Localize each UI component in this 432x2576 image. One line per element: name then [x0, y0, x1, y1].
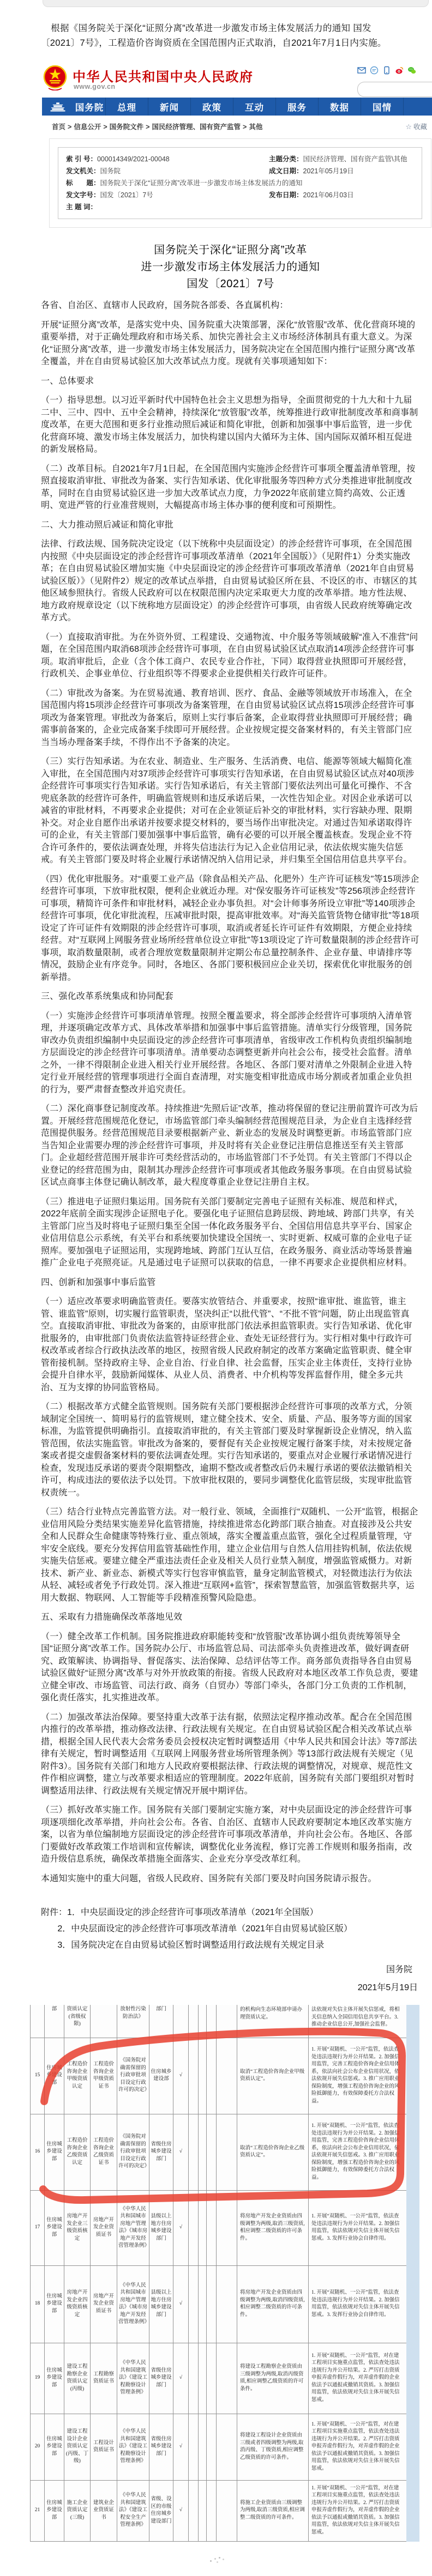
table-cell: 《中华人民共和国城市房地产管理法》《城市房地产开发经营管理条例》 — [117, 2265, 149, 2343]
table-row — [31, 2343, 407, 2414]
table-cell: 住房城乡建设部 — [45, 2038, 64, 2114]
signature-issuer: 国务院 — [386, 1965, 412, 1974]
meta-label: 发布日期： — [269, 191, 303, 199]
table-cell — [199, 2038, 207, 2114]
meta-row — [66, 189, 414, 201]
table-cell: 住房城乡建设部 — [45, 2414, 64, 2480]
site-header — [42, 65, 432, 98]
paragraph: （二）加强改革法治保障。要坚持重大改革于法有据，依照法定程序推动改革。配合在全国范围内推行的改革举措，推动修改法律、行政法规有关规定。在自由贸易试验区配合相关改革试点举措，根据全国人民代表大会常务委员会授权决定暂时调整适用《中华人民共和国会计法》等7部法律有关规定，暂时调整适用《互联网上网服务营业场所管理条例》等13部行政法规有关规定（见附件3）。国务院有关部门和地方人民政府要根据法律、行政法规的调整情况，对规章、规范性文件作相应调整，建立与改革要求相适应的管理制度。2022年底前，国务院有关部门要组织对暂时调整适用法律、行政法规有关规定情况开展中期评估。 — [41, 1712, 417, 1796]
table-row — [31, 2265, 407, 2343]
nav-item[interactable]: 国务院 — [75, 102, 104, 113]
signature-date: 2021年5月19日 — [357, 1983, 418, 1992]
table-cell — [207, 2114, 217, 2190]
attachment-scan-image — [30, 2005, 419, 2542]
meta-value: 国发〔2021〕7号 — [100, 191, 153, 199]
breadcrumb-item[interactable]: 其他 — [249, 123, 263, 131]
table-cell — [217, 2343, 237, 2414]
table-cell: 21 — [31, 2480, 45, 2541]
table-cell: 工程造价咨询企业乙级资质认定 — [64, 2114, 91, 2190]
table-cell: 1. 开展“双随机、一公开”监管，依法查处违法违规行为并公开结果。2. 加强信用监管，完善工程造价咨询企业信用体系，依法向社会公布企业信用状况，依法依规开展失信惩戒。3. 推广应用职业保险制度，增强工程造价咨询企业的风险抵御能力，有效保障委托方合法权益。 — [309, 2114, 407, 2190]
table-cell: 住房城乡建设部 — [45, 2480, 64, 2541]
table-cell: 建筑业企业资质证书 — [91, 2480, 117, 2541]
table-cell — [189, 2114, 199, 2190]
national-emblem-logo[interactable] — [43, 65, 67, 90]
table-cell: 16 — [31, 2114, 45, 2190]
paragraph: （一）健全改革工作机制。国务院推进政府职能转变和“放管服”改革协调小组负责统筹领导全国“证照分离”改革工作。国务院办公厅、市场监管总局、司法部牵头负责推进改革，做好调查研究、政策解读、协调指导、督促落实、法治保障、总结评估等工作。商务部负责指导各自由贸易试验区做好“证照分离”改革与对外开放政策的衔接。省级人民政府对本地区改革工作负总责，要建立健全审改、市场监管、司法行政、商务（自贸办）等部门牵头，各部门分工负责的工作机制，强化责任落实，扎实推进改革。 — [41, 1632, 418, 1702]
table-cell: 《国务院对确需保留的行政审批项目设定行政许可的决定》 — [117, 2038, 149, 2114]
table-cell: 房地产开发企业资质证书 — [91, 2265, 117, 2343]
meta-label: 主 题 词： — [66, 203, 97, 211]
table-cell — [217, 2265, 237, 2343]
table-cell — [199, 2480, 207, 2541]
meta-row — [66, 153, 414, 165]
table-cell — [217, 2114, 237, 2190]
table-cell: 将房地产开发企业资质由四级调整为两级,取消三级资质,相应调整二级资质的许可条件。 — [237, 2190, 309, 2265]
table-cell: 建设工程勘察企业资质认定(丙级) — [64, 2343, 91, 2414]
paragraph: （二）审批改为备案。为在贸易流通、教育培训、医疗、食品、金融等领域放开市场准入，在全国范围内将15项涉企经营许可事项改为备案管理，在自由贸易试验区试点将15项涉企经营许可事项改为备案管理。审批改为备案后，原则上实行事后备案，企业取得营业执照即可开展经营；确需事前备案的，企业完成备案手续即可开展经营。企业按规定提交备案材料的，有关主管部门应当当场办理备案手续，不得作出不予备案的决定。 — [41, 688, 415, 747]
paragraph: （二）深化商事登记制度改革。持续推进“先照后证”改革，推动将保留的登记注册前置许可改为后置。开展经营范围规范化登记，市场监管部门牵头编制经营范围规范目录，为企业自主选择经营范围提供服务。经营范围规范目录要根据新产业、新业态的发展及时调整更新。市场监管部门应当告知企业需要办理的涉企经营许可事项，并及时将有关企业登记注册信息推送至有关主管部门。企业超经营范围开展非许可类经营活动的，市场监管部门不予处罚。有关主管部门不得以企业登记的经营范围为由，限制其办理涉企经营许可事项或者其他政务服务事项。在自由贸易试验区试点商事主体登记确认制改革，最大程度尊重企业登记注册自主权。 — [41, 1104, 418, 1187]
table-cell: 放射性污染防治法》 — [117, 2005, 149, 2038]
table-cell — [91, 2005, 117, 2038]
meta-pair — [269, 153, 407, 165]
table-cell: 部门 — [149, 2005, 173, 2038]
document-meta-box — [58, 147, 422, 219]
table-cell — [199, 2343, 207, 2414]
meta-label: 发文机关： — [66, 167, 100, 175]
meta-label: 索 引 号： — [66, 155, 97, 163]
table-cell — [207, 2343, 217, 2414]
meta-pair — [66, 153, 269, 165]
meta-value: 000014349/2021-00048 — [97, 155, 170, 163]
paragraph: 法律、行政法规、国务院决定设定（以下统称中央层面设定）的涉企经营许可事项，在全国范围内按照《中央层面设定的涉企经营许可事项改革清单（2021年全国版）》（见附件1）分类实施改革；在自由贸易试验区增加实施《中央层面设定的涉企经营许可事项改革清单（2021年自由贸易试验区版）》（见附件2）规定的改革试点举措，自由贸易试验区所在县、不设区的市、市辖区的其他区域参照执行。省级人民政府可以在权限范围内决定采取更大力度的改革举措。地方性法规、地方政府规章设定（以下统称地方层面设定）的涉企经营许可事项，由省级人民政府统筹确定改革方式。 — [41, 540, 417, 622]
table-cell: 县级以上地方住房城乡建设部门 — [149, 2190, 173, 2265]
attachment-line: 附件：1．中央层面设定的涉企经营许可事项改革清单（2021年全国版） — [41, 1908, 319, 1917]
table-cell: 1. 开展“双随机、一公开”监管，依法查处违法违规行为并公开结果。2. 加强信用监管，依法依规对失信主体开展失信惩戒。3. 发挥行业协会自律作用。 — [309, 2190, 407, 2265]
check-cell: √ — [173, 2480, 189, 2541]
table-cell: 资质认定(省级权限) — [64, 2005, 91, 2038]
table-cell: 《中华人民共和国建筑法》《建设工程安全生产管理条例》 — [117, 2480, 149, 2541]
meta-value: 2021年06月03日 — [303, 191, 354, 199]
table-cell — [189, 2414, 199, 2480]
table-cell: 房地产开发企业三级资质核定 — [64, 2190, 91, 2265]
table-row — [31, 2114, 407, 2190]
table-cell — [207, 2005, 217, 2038]
table-cell — [217, 2190, 237, 2265]
table-cell: 住房城乡建设部 — [45, 2343, 64, 2414]
table-cell — [207, 2414, 217, 2480]
meta-row — [66, 165, 414, 177]
table-cell — [189, 2190, 199, 2265]
table-cell: 省级住房城乡建设部门 — [149, 2414, 173, 2480]
breadcrumb-separator: > — [68, 123, 72, 131]
table-cell: 房地产开发企业四级资质核定 — [64, 2265, 91, 2343]
cropped-browser-bar — [43, 0, 429, 7]
table-cell — [31, 2005, 45, 2038]
site-title[interactable]: 中华人民共和国中央人民政府 — [73, 70, 254, 84]
attachment-line: 2．中央层面设定的涉企经营许可事项改革清单（2021年自由贸易试验区版） — [57, 1924, 352, 1933]
table-cell: 房地产开发企业资质证书 — [91, 2190, 117, 2265]
meta-label: 标 题： — [66, 179, 100, 187]
title-line: 国务院关于深化“证照分离”改革 — [154, 244, 307, 256]
signature-block — [41, 1962, 420, 1993]
breadcrumb-item[interactable]: 信息公开 — [74, 123, 101, 131]
breadcrumb-item[interactable]: 国民经济管理、国有资产监管 — [152, 123, 241, 131]
meta-pair — [66, 189, 269, 201]
nav-home-tiananmen-icon[interactable] — [42, 98, 74, 116]
chat-icon[interactable] — [370, 66, 379, 75]
table-cell: 工程勘察资质证书 — [91, 2343, 117, 2414]
site-url[interactable]: www.gov.cn — [74, 83, 116, 90]
table-row — [31, 2038, 407, 2114]
paragraph: （二）根据改革方式健全监管规则。国务院有关部门要根据涉企经营许可事项的改革方式，分领域制定全国统一、简明易行的监管规则，建立健全技术、安全、质量、产品、服务等方面的国家标准，为监管提供明确指引。直接取消审批的，有关主管部门要及时掌握新设企业情况，纳入监管范围，依法实施监管。审批改为备案的，要督促有关企业按规定履行备案手续，对未按规定备案或者提交虚假备案材料的要依法调查处理。实行告知承诺的，要重点对企业履行承诺情况进行检查，发现违反承诺的要责令限期整改，逾期不整改或者整改后仍未履行承诺的要依法撤销相关许可，构成违法的要依法予以处罚。下放审批权限的，要同步调整优化监管层级，实现审批监管权责统一。 — [41, 1402, 412, 1498]
wechat-icon[interactable] — [407, 66, 416, 75]
table-cell: 工程造价咨询企业甲级资质证书 — [91, 2038, 117, 2114]
section-heading: 二、大力推动照后减证和简化审批 — [41, 520, 174, 530]
table-cell: 工程设计资质证书 — [91, 2414, 117, 2480]
meta-pair — [66, 201, 97, 213]
table-cell — [189, 2343, 199, 2414]
meta-row — [66, 177, 414, 189]
table-cell — [199, 2190, 207, 2265]
nav-item[interactable]: 新闻 — [148, 98, 190, 116]
paragraph: （一）实施涉企经营许可事项清单管理。按照全覆盖要求，将全部涉企经营许可事项纳入清单管理，并逐项确定改革方式、具体改革举措和加强事中事后监管措施。清单实行分级管理，国务院审改办负责组织编制中央层面设定的涉企经营许可事项清单，省级审改工作机构负责组织编制地方层面设定的涉企经营许可事项清单。清单要动态调整更新并向社会公布，接受社会监督。清单之外，一律不得限制企业进入相关行业开展经营。各地区、各部门要对清单之外限制企业进入特定行业开展经营的管理事项进行全面自查清理，对实施变相审批造成市场分割或者加重企业负担的行为，要严肃督查整改并追究责任。 — [41, 1011, 412, 1094]
table-cell: 住房城乡建设部 — [149, 2038, 173, 2114]
table-cell: 1. 开展“双随机、一公开”监管，对在建工程项目实施重点监管，依法查处违法违规行为并公开结果。2. 严厉打击资质申报弄虚作假行为，对弄虚作假的企业依法予以通报或撤销其资质。3. 加强信用监管，依法依规对失信主体开展失信惩戒。 — [309, 2343, 407, 2414]
section-heading: 一、总体要求 — [41, 376, 94, 386]
meta-value: 国民经济管理、国有资产监管\其他 — [303, 155, 407, 163]
attachment-line: 3．国务院决定在自由贸易试验区暂时调整适用行政法规有关规定目录 — [57, 1941, 325, 1950]
table-cell — [207, 2190, 217, 2265]
table-cell: 住房城乡建设部 — [45, 2265, 64, 2343]
nav-item[interactable]: 数据 — [318, 98, 361, 116]
mail-icon[interactable] — [357, 66, 366, 75]
paragraph: （二）改革目标。自2021年7月1日起，在全国范围内实施涉企经营许可事项全覆盖清单管理，按照直接取消审批、审批改为备案、实行告知承诺、优化审批服务等四种方式分类推进审批制度改革，同时在自由贸易试验区进一步加大改革试点力度，力争2022年底前建立简约高效、公正透明、宽进严管的行业准营规则，大幅提高市场主体办事的便利度和可预期性。 — [41, 464, 416, 510]
mobile-icon[interactable] — [382, 66, 391, 75]
table-cell: 17 — [31, 2190, 45, 2265]
table-cell — [217, 2038, 237, 2114]
nav-item[interactable]: 政策 — [190, 98, 233, 116]
nav-filler — [403, 98, 432, 116]
table-cell: 工程造价咨询企业乙级资质证书 — [91, 2114, 117, 2190]
table-cell — [207, 2038, 217, 2114]
paragraph: （三）实行告知承诺。为在农业、制造业、生产服务、生活消费、电信、能源等领域大幅简化准入审批，在全国范围内对37项涉企经营许可事项实行告知承诺，在自由贸易试验区试点对40项涉企经营许可事项实行告知承诺。实行告知承诺后，有关主管部门要依法列出可量化可操作、不含兜底条款的经营许可条件，明确监管规则和违反承诺后果，一次性告知企业。对因企业承诺可以减省的审批材料，不再要求企业提供；对可在企业领证后补交的审批材料，实行容缺办理、限期补交。对企业自愿作出承诺并按要求提交材料的，要当场作出审批决定。对通过告知承诺取得许可的企业，有关主管部门要加强事中事后监管，确有必要的可以开展全覆盖核查。发现企业不符合许可条件的，要依法调查处理，并将失信违法行为记入企业信用记录，依法依规实施失信惩戒。有关主管部门要及时将企业履行承诺情况纳入信用记录，并归集至全国信用信息共享平台。 — [41, 757, 415, 864]
table-cell: 将建设工程勘察企业资质由三级调整为两级,取消丙级资质,相应调整乙级资质的许可条件。 — [237, 2343, 309, 2414]
favorite-button[interactable]: ☆ 收藏 — [405, 123, 427, 131]
intro-note: 根据《国务院关于深化“证照分离”改革进一步激发市场主体发展活力的通知 国发〔2021〕7号》，工程造价咨询资质在全国范围内正式取消，自2021年7月1日内实施。 — [41, 23, 387, 48]
check-cell: √ — [173, 2038, 189, 2114]
table-cell: 省级住房城乡建设部门 — [149, 2343, 173, 2414]
check-cell: √ — [173, 2265, 189, 2343]
table-cell — [199, 2414, 207, 2480]
breadcrumb-item[interactable]: 首页 — [52, 123, 66, 131]
table-cell — [217, 2414, 237, 2480]
section-heading: 四、创新和加强事中事后监管 — [41, 1277, 156, 1287]
table-cell: 《国务院对确需保留的行政审批项目设定行政许可的决定》 — [117, 2114, 149, 2190]
weibo-icon[interactable] — [395, 66, 404, 75]
table-cell — [199, 2114, 207, 2190]
main-nav — [42, 98, 432, 116]
table-cell: 取消“工程造价咨询企业乙级资质认定”。 — [237, 2114, 309, 2190]
table-cell: 15 — [31, 2038, 45, 2114]
table-cell — [207, 2480, 217, 2541]
table-cell: 住房城乡建设部 — [45, 2114, 64, 2190]
table-cell — [199, 2265, 207, 2343]
table-cell — [189, 2480, 199, 2541]
breadcrumb-item[interactable]: 国务院文件 — [109, 123, 144, 131]
meta-pair — [66, 165, 269, 177]
paragraph: （四）优化审批服务。对“重要工业产品（除食品相关产品、化肥外）生产许可证核发”等15项涉企经营许可事项，下放审批权限，便利企业就近办理。对“保安服务许可证核发”等256项涉企经营许可事项，精简许可条件和审批材料，减轻企业办事负担。对“会计师事务所设立审批”等140项涉企经营许可事项，优化审批流程，压减审批时限，提高审批效率。对“海关监管货物仓储审批”等18项设定了许可证件有效期限的涉企经营许可事项，取消或者延长许可证件有效期限，方便企业持续经营。对“互联网上网服务营业场所经营单位设立审批”等13项设定了许可数量限制的涉企经营许可事项，取消数量限制，或者合理放宽数量限制并定期公布总量控制条件、企业存量、申请排序等情况，鼓励企业有序竞争。同时，各地区、各部门要积极回应企业关切，探索优化审批服务的创新举措。 — [41, 874, 419, 982]
meta-value: 2021年05月19日 — [303, 167, 354, 175]
table-cell: 1. 开展“双随机、一公开”监管，依法查处违法违规行为并公开结果。2. 加强信用监管，依法依规对失信主体开展失信惩戒。3. 发挥行业协会自律作用。 — [309, 2265, 407, 2343]
paragraph: （一）指导思想。以习近平新时代中国特色社会主义思想为指导，全面贯彻党的十九大和十九届二中、三中、四中、五中全会精神，持续深化“放管服”改革，统筹推进行政审批制度改革和商事制度改革，在更大范围和更多行业推动照后减证和简化审批，创新和加强事中事后监管，进一步优化营商环境、激发市场主体发展活力，加快构建以国内大循环为主体、国内国际双循环相互促进的新发展格局。 — [41, 396, 418, 454]
title-line: 进一步激发市场主体发展活力的通知 — [141, 261, 320, 273]
paragraph: （三）推进电子证照归集运用。国务院有关部门要制定完善电子证照有关标准、规范和样式，2022年底前全面实现涉企证照电子化。要强化电子证照信息跨层级、跨地域、跨部门共享，有关主管部门应当及时将电子证照归集至全国一体化政务服务平台、全国信用信息共享平台、国家企业信用信息公示系统，有关平台和系统要加快建设全国统一、实时更新、权威可靠的企业电子证照库。要加强电子证照运用，实现跨地域、跨部门互认互信，在政务服务、商业活动等场景普遍推广企业电子亮照亮证。凡是通过电子证照可以获取的信息，一律不再要求企业提供相应材料。 — [41, 1197, 415, 1268]
paragraph: （一）直接取消审批。为在外资外贸、工程建设、交通物流、中介服务等领域破解“准入不准营”问题，在全国范围内取消68项涉企经营许可事项，在自由贸易试验区试点取消14项涉企经营许可事项。取消审批后，企业（含个体工商户、农民专业合作社，下同）取得营业执照即可开展经营，行政机关、企事业单位、行业组织等不得要求企业提供相关行政许可证件。 — [41, 632, 418, 678]
check-cell — [173, 2005, 189, 2038]
header-social-icons — [357, 66, 416, 75]
section-heading: 三、强化改革系统集成和协同配套 — [41, 992, 174, 1001]
table-cell: 《中华人民共和国建筑法》《建设工程勘察设计管理条例》 — [117, 2414, 149, 2480]
paragraph: （一）适应改革要求明确监管责任。要落实放管结合、并重要求，按照“谁审批、谁监管，谁主管、谁监管”原则，切实履行监管职责，坚决纠正“以批代管”、“不批不管”问题，防止出现监管真空。直接取消审批、审批改为备案的，由原审批部门依法承担监管职责。实行告知承诺、优化审批服务的，由审批部门负责依法监管持证经营企业、查处无证经营行为。实行相对集中行政许可权改革或者综合行政执法改革的地区，按照省级人民政府制定的改革方案确定监管职责、健全审管衔接机制。坚持政府主导、企业自治、行业自律、社会监督，压实企业主体责任，支持行业协会提升自律水平，鼓励新闻媒体、从业人员、消费者、中介机构等发挥监督作用，健全多元共治、互为支撑的协同监管格局。 — [41, 1297, 412, 1392]
meta-label: 主题分类： — [269, 155, 303, 163]
table-cell: 工程造价咨询企业甲级资质认定 — [64, 2038, 91, 2114]
breadcrumb-separator: > — [243, 123, 247, 131]
table-cell — [189, 2038, 199, 2114]
table-cell: 19 — [31, 2343, 45, 2414]
table-cell: 将建设工程设计企业资质由三级或者四级调整为两级,取消丙级、丁级资质,相应调整乙级资质的许可条件。 — [237, 2414, 309, 2480]
check-cell: √ — [173, 2414, 189, 2480]
breadcrumb — [52, 122, 428, 131]
table-cell: 将施工企业资质由三级调整为两级,取消三级资质,相应调整二级资质的许可条件。 — [237, 2480, 309, 2541]
title-line: 国发〔2021〕7号 — [187, 278, 274, 290]
breadcrumb-separator: > — [146, 123, 150, 131]
table-cell: 1. 开展“双随机、一公开”监管，对在建工程项目实施重点监管，依法查处违法违规行为并公开结果。2. 严厉打击资质申报弄虚作假行为，对弄虚作假的企业依法予以通报或撤销其资质。3. 加强信用监管，依法依规对失信主体开展失信惩戒。 — [309, 2414, 407, 2480]
table-cell — [199, 2005, 207, 2038]
table-cell: 18 — [31, 2265, 45, 2343]
nav-item[interactable]: 互动 — [233, 98, 275, 116]
scan-page-margin — [406, 2005, 419, 2542]
section-heading: 五、采取有力措施确保改革落地见效 — [41, 1613, 183, 1622]
meta-pair — [66, 177, 302, 189]
table-cell: 法依规对失信主体开展失信惩戒，将相关信息纳入全国信用信息共享平台。3. 推动企业信息公开,加强社会监督。 — [309, 2005, 407, 2038]
table-cell: 建设工程设计企业资质认定(丙级、丁级) — [64, 2414, 91, 2480]
check-cell: √ — [173, 2343, 189, 2414]
document-panel — [49, 138, 431, 228]
reform-list-table — [30, 2005, 407, 2542]
nav-item[interactable]: 服务 — [275, 98, 318, 116]
meta-value: 国务院关于深化“证照分离”改革进一步激发市场主体发展活力的通知 — [100, 179, 303, 187]
table-cell: 1. 开展“双随机、一公开”监管，对在建工程项目实施重点监管，依法查处违法违规行为并公开结果。2. 严厉打击资质申报弄虚作假行为，对弄虚作假的企业依法予以通报或撤销其资质。3. 加强信用监管，依法依规对失信主体开展失信惩戒。 — [309, 2480, 407, 2541]
table-cell: 20 — [31, 2414, 45, 2480]
table-cell — [189, 2005, 199, 2038]
paragraph: （三）结合行业特点完善监管方法。对一般行业、领域，全面推行“双随机、一公开”监管，根据企业信用风险分类结果实施差异化监管措施，持续推进常态化跨部门联合抽查。对直接涉及公共安全和人民群众生命健康等特殊行业、重点领域，落实全覆盖重点监管，强化全过程质量管理，守牢安全底线。要充分发挥信用监管基础性作用，建立企业信用与自然人信用挂钩机制，依法依规实施失信惩戒。要建立健全严重违法责任企业及相关人员行业禁入制度，增强监管威慑力。对新技术、新产业、新业态、新模式等实行包容审慎监管，量身定制监管模式，对轻微违法行为依法从轻、减轻或者免予行政处罚。深入推进“互联网+监管”，探索智慧监管，加强监管数据共享，运用大数据、物联网、人工智能等手段精准预警风险隐患。 — [41, 1507, 418, 1603]
document-body — [41, 300, 420, 1885]
nav-item[interactable]: 总理 — [105, 98, 148, 116]
meta-row — [66, 201, 414, 213]
meta-value: 国务院 — [100, 167, 121, 175]
table-cell — [217, 2480, 237, 2541]
table-cell — [217, 2005, 237, 2038]
meta-pair — [269, 189, 354, 201]
nav-item[interactable]: 国情 — [361, 98, 403, 116]
table-row — [31, 2005, 407, 2038]
paragraph: 本通知实施中的重大问题，省级人民政府、国务院有关部门要及时向国务院请示报告。 — [41, 1874, 377, 1883]
table-cell — [189, 2265, 199, 2343]
meta-label: 发文字号： — [66, 191, 100, 199]
table-row — [31, 2414, 407, 2480]
table-cell: 省级住房城乡建设部门 — [149, 2114, 173, 2190]
paragraph: 开展“证照分离”改革，是落实党中央、国务院重大决策部署，深化“放管服”改革、优化营商环境的重要举措，对于正确处理政府和市场关系、加快完善社会主义市场经济体制具有重大意义。为深化“证照分离”改革，进一步激发市场主体发展活力，国务院决定在全国范围内推行“证照分离”改革全覆盖，并在自由贸易试验区加大改革试点力度。现就有关事项通知如下： — [41, 320, 416, 366]
paragraph: 各省、自治区、直辖市人民政府，国务院各部委、各直属机构： — [41, 301, 289, 310]
attachment-list — [41, 1905, 420, 1954]
table-row — [31, 2190, 407, 2265]
table-cell: 部 — [45, 2005, 64, 2038]
meta-pair — [269, 165, 354, 177]
search-input[interactable] — [357, 82, 432, 97]
table-cell: 将房地产开发企业资质由四级调整为两级,取消四级资质,相应调整二级资质的许可条件。 — [237, 2265, 309, 2343]
table-cell: 施工企业资质认定(三级) — [64, 2480, 91, 2541]
table-cell: 《中华人民共和国城市房地产管理法》《城市房地产开发经营管理条例》 — [117, 2190, 149, 2265]
table-cell: 取消“工程造价咨询企业甲级资质认定”。 — [237, 2038, 309, 2114]
meta-label: 成文日期： — [269, 167, 303, 175]
table-cell: 省级、设区的市级住房城乡建设部门 — [149, 2480, 173, 2541]
table-cell: 县级以上地方住房城乡建设部门 — [149, 2265, 173, 2343]
table-cell — [207, 2265, 217, 2343]
table-row — [31, 2480, 407, 2541]
table-cell: 的机构向生态环境部申请办理资质认定。 — [237, 2005, 309, 2038]
table-cell: 1. 开展“双随机、一公开”监管，依法查处违法违规行为并公开结果。2. 加强信用监管，完善工程造价咨询企业信用体系，依法向社会公布企业信用状况，依法依规开展失信惩戒。3. 推广应用职业保险制度，增强工程造价咨询企业的风险抵御能力，有效保障委托方合法权益。 — [309, 2038, 407, 2114]
check-cell: √ — [173, 2190, 189, 2265]
star-icon: ☆ — [405, 123, 412, 131]
table-cell: 《中华人民共和国建筑法》《建设工程勘察设计管理条例》 — [117, 2343, 149, 2414]
paragraph: （三）抓好改革实施工作。国务院有关部门要制定实施方案，对中央层面设定的涉企经营许可事项逐项细化改革举措，并向社会公布。各省、自治区、直辖市人民政府要制定本地区改革实施方案，以省为单位编制地方层面设定的涉企经营许可事项改革清单，并向社会公布。各地区、各部门要做好改革政策工作培训和宣传解读，调整优化业务流程，修订完善工作规则和服务指南，改造升级信息系统，确保改革措施全面落实、企业充分享受改革红利。 — [41, 1805, 412, 1864]
breadcrumb-separator: > — [103, 123, 107, 131]
document-title — [41, 242, 420, 293]
check-cell: √ — [173, 2114, 189, 2190]
table-cell: 住房城乡建设部 — [45, 2190, 64, 2265]
